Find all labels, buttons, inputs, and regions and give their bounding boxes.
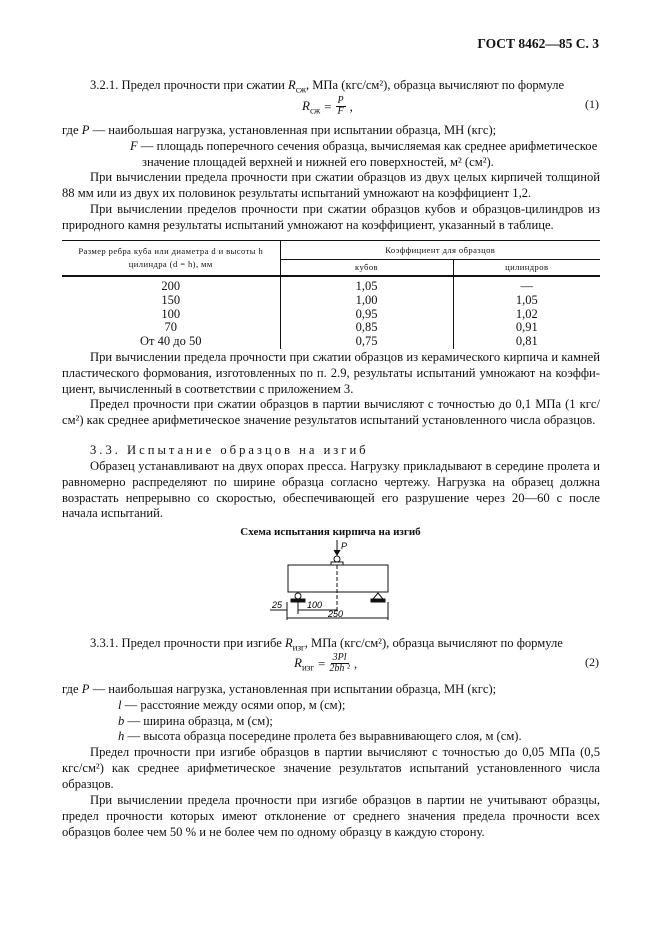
cell: 1,05 [453, 294, 600, 308]
where-label: где [62, 123, 79, 137]
page-header: ГОСТ 8462—85 С. 3 [477, 36, 599, 51]
definition-l [62, 698, 600, 714]
definition-text: — наибольшая нагрузка, установленная при испытании образца, МН (кгс); [92, 123, 497, 137]
equation-number: (1) [585, 97, 599, 111]
paragraph: Предел прочности при сжатии образцов в партии вычисляют с точностью до 0,1 МПа (1 кгс/см²) как среднее арифметическое значение результатов испытаний установленного числа образцов. [62, 397, 600, 427]
equation-number: (2) [585, 655, 599, 669]
definitions [62, 682, 600, 745]
definition-text: — ширина образца, м (см); [127, 713, 273, 728]
symbol: l [118, 697, 122, 712]
cell: 0,75 [280, 335, 453, 349]
paragraph: Образец устанавливают на двух опорах пресса. Нагрузку прикладывают в середине пролета и равномерно распределяют по ширине образца согласно чертежу. Нагрузка на образец должна возрастать непрерывно со скоростью, обеспечивающей его разрушение через 20—60 с после начала испытаний. [62, 459, 600, 521]
definition-h [62, 729, 600, 745]
support-roller-left [295, 593, 301, 599]
definitions [62, 123, 600, 170]
paragraph: При вычислении предела прочности при сжатии образцов из керамического кирпича и камней пластического формования, изготовленных по п. 2.9, результаты испытаний умножают на коэффи-циент, вычисленный в соответствии с приложением 3. [62, 350, 600, 396]
cell: 0,91 [453, 321, 600, 335]
cell: — [453, 276, 600, 294]
paragraph: При вычислении предела прочности при сжатии образцов из двух целых кирпичей толщиной 88 мм или из двух их половинок результаты испытаний умножают на коэффициент 1,2. [62, 170, 600, 200]
cell: 1,02 [453, 308, 600, 322]
cell: 0,85 [280, 321, 453, 335]
denominator: F [337, 106, 344, 117]
text: 3.3.1. Предел прочности при изгибе [90, 636, 285, 650]
col-cubes-header: кубов [280, 259, 453, 276]
definition-b [62, 714, 600, 730]
col-cylinders-header: цилиндров [453, 259, 600, 276]
lhs: R [294, 654, 302, 670]
paragraph: При вычислении пределов прочности при сжатии образцов кубов и образцов-цилиндров из природного камня результаты испытаний умножают на коэффициент, указанный в таблице. [62, 202, 600, 232]
lhs-sub: сж [309, 105, 321, 116]
subscript: сж [295, 84, 306, 95]
symbol: F [130, 138, 138, 153]
dim-label-100: 100 [307, 600, 323, 610]
definition-text: — расстояние между осями опор, м (см); [124, 697, 346, 712]
dim-label-25: 25 [272, 600, 283, 610]
coefficient-table [62, 240, 600, 349]
cell: От 40 до 50 [140, 334, 202, 349]
definition-text: — площадь поперечного сечения образца, вычисляемая как среднее арифметическое значение площадей верхней и нижней его поверхностей, м² (см²). [140, 138, 598, 169]
definition-text: — наибольшая нагрузка, установленная при испытании образца, МН (кгс); [92, 682, 497, 696]
lhs: R [302, 97, 310, 113]
formula-2: $R_{изг}$ = $\frac{3Pl}{\text{2bh ²}}$ , [294, 652, 358, 674]
dim-label-250: 250 [328, 609, 344, 619]
formula-1: $R_{сж}$ = $\frac{P}{F}$ , [302, 95, 353, 117]
symbol: R [284, 636, 293, 650]
cell: 200 [161, 279, 181, 293]
cell: 0,81 [453, 335, 600, 349]
col-group-header: Коэффициент для образцов [280, 241, 600, 260]
cell: 1,05 [280, 276, 453, 294]
numerator: P [337, 95, 344, 106]
cell: 100 [161, 306, 181, 321]
bending-test-diagram [270, 538, 410, 620]
symbol: b [118, 713, 125, 728]
symbol: R [288, 78, 296, 92]
definition-P [62, 682, 600, 698]
subscript: изг [292, 642, 305, 653]
text: , МПа (кгс/см²), образца вычисляют по формуле [304, 636, 563, 650]
text: , МПа (кгс/см²), образца вычисляют по формуле [305, 78, 565, 92]
cell: 1,00 [280, 294, 453, 308]
section-heading-3-3: 3.3. Испытание образцов на изгиб [90, 443, 369, 457]
numerator: 3Pl [332, 652, 347, 663]
col-size-header: Размер ребра куба или диаметра d и высоты h цилиндра (d = h), мм [78, 246, 264, 269]
text: 3.2.1. Предел прочности при сжатии [90, 78, 289, 92]
brick-specimen [288, 565, 388, 592]
symbol: P [81, 682, 90, 696]
paragraph: При вычислении предела прочности при изгибе образцов в партии не учитывают образцы, предел прочности которых имеют отклонение от среднего значения предела прочности всех образцов более чем 50 % и не более чем по одному образцу в каждую сторону. [62, 793, 600, 839]
symbol: P [81, 123, 90, 137]
lhs-sub: изг [301, 662, 315, 673]
support-right [373, 593, 383, 599]
load-label: P [341, 541, 348, 551]
symbol: h [118, 729, 125, 744]
definition-text: — высота образца посередине пролета без выравнивающего слоя, м (см). [127, 729, 522, 744]
paragraph: Предел прочности при изгибе образцов в партии вычисляют с точностью до 0,05 МПа (0,5 кгс/см²) как среднее арифметическое значение результатов испытаний установленного числа образцов. [62, 745, 600, 791]
cell: 70 [164, 320, 177, 335]
where-label: где [62, 682, 79, 696]
load-roller [334, 556, 340, 562]
denominator: 2bh ² [329, 663, 350, 674]
cell: 0,95 [280, 308, 453, 322]
definition-P [62, 123, 600, 139]
cell: 150 [161, 292, 181, 307]
diagram-title: Схема испытания кирпича на изгиб [240, 526, 421, 538]
definition-F [62, 139, 600, 171]
